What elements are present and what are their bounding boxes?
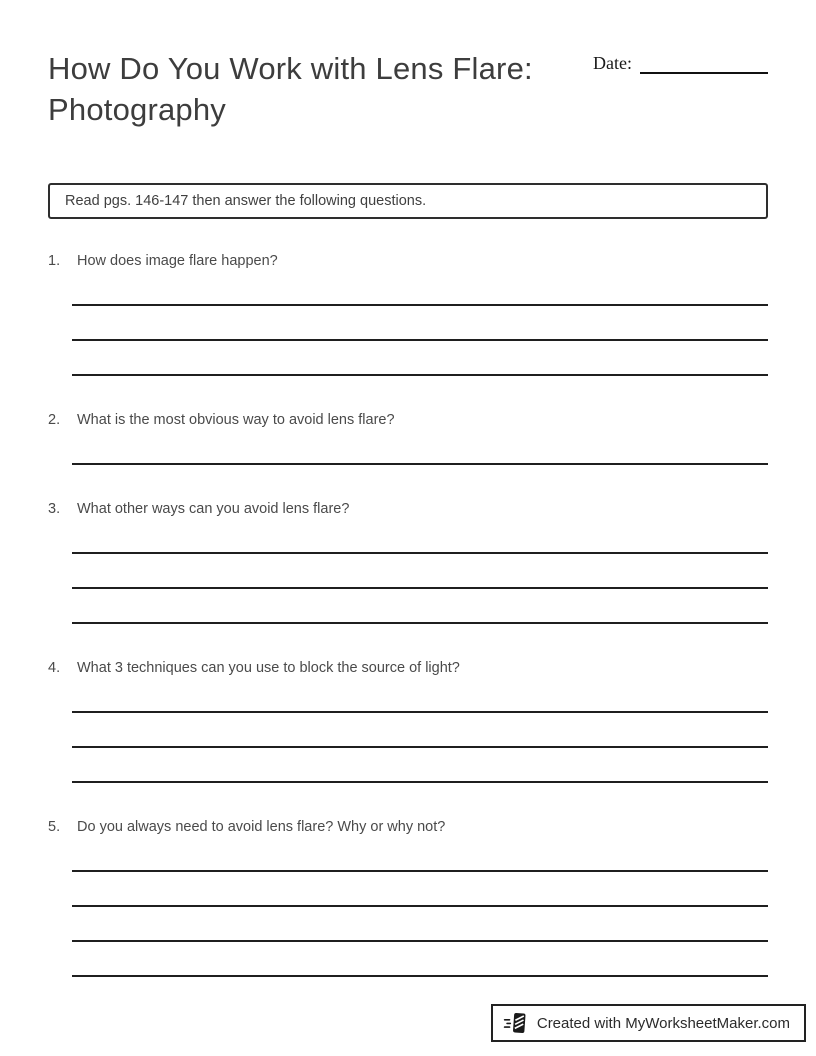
page-title-line2: Photography: [48, 92, 226, 127]
date-blank-line: [640, 52, 768, 74]
question-number: 1.: [48, 253, 61, 269]
question-row: [48, 499, 768, 519]
answer-line: [72, 589, 768, 624]
question-block: [48, 817, 768, 977]
question-number: 5.: [48, 819, 61, 835]
question-text: Do you always need to avoid lens flare? Why or why not?: [77, 819, 446, 835]
answer-line: [72, 942, 768, 977]
question-text: What 3 techniques can you use to block the source of light?: [77, 660, 460, 676]
date-field: [593, 52, 768, 74]
question-block: [48, 251, 768, 376]
flying-worksheet-icon: [503, 1010, 529, 1036]
answer-line: [72, 430, 768, 465]
answer-line: [72, 554, 768, 589]
question-list: [48, 251, 768, 977]
answer-line: [72, 271, 768, 306]
question-number: 4.: [48, 660, 61, 676]
question-row: [48, 658, 768, 678]
question-block: [48, 410, 768, 465]
answer-line: [72, 837, 768, 872]
question-number: 2.: [48, 412, 61, 428]
footer-credit-text: Created with MyWorksheetMaker.com: [536, 1014, 790, 1032]
question-text: What other ways can you avoid lens flare?: [77, 501, 350, 517]
question-text: What is the most obvious way to avoid lens flare?: [77, 412, 395, 428]
answer-line: [72, 678, 768, 713]
answer-line: [72, 519, 768, 554]
answer-line: [72, 713, 768, 748]
date-label: Date:: [593, 53, 632, 73]
answer-line: [72, 306, 768, 341]
footer-credit-box: [491, 1004, 806, 1042]
page-title: [48, 48, 588, 130]
question-row: [48, 817, 768, 837]
page-title-line1: How Do You Work with Lens Flare:: [48, 51, 533, 86]
question-number: 3.: [48, 501, 61, 517]
answer-line: [72, 907, 768, 942]
instruction-box: [48, 183, 768, 219]
question-row: [48, 410, 768, 430]
header: [48, 48, 768, 130]
question-row: [48, 251, 768, 271]
question-block: [48, 658, 768, 783]
answer-line: [72, 872, 768, 907]
answer-line: [72, 341, 768, 376]
question-block: [48, 499, 768, 624]
question-text: How does image flare happen?: [77, 253, 278, 269]
answer-line: [72, 748, 768, 783]
instruction-text: Read pgs. 146-147 then answer the following questions.: [65, 193, 427, 209]
